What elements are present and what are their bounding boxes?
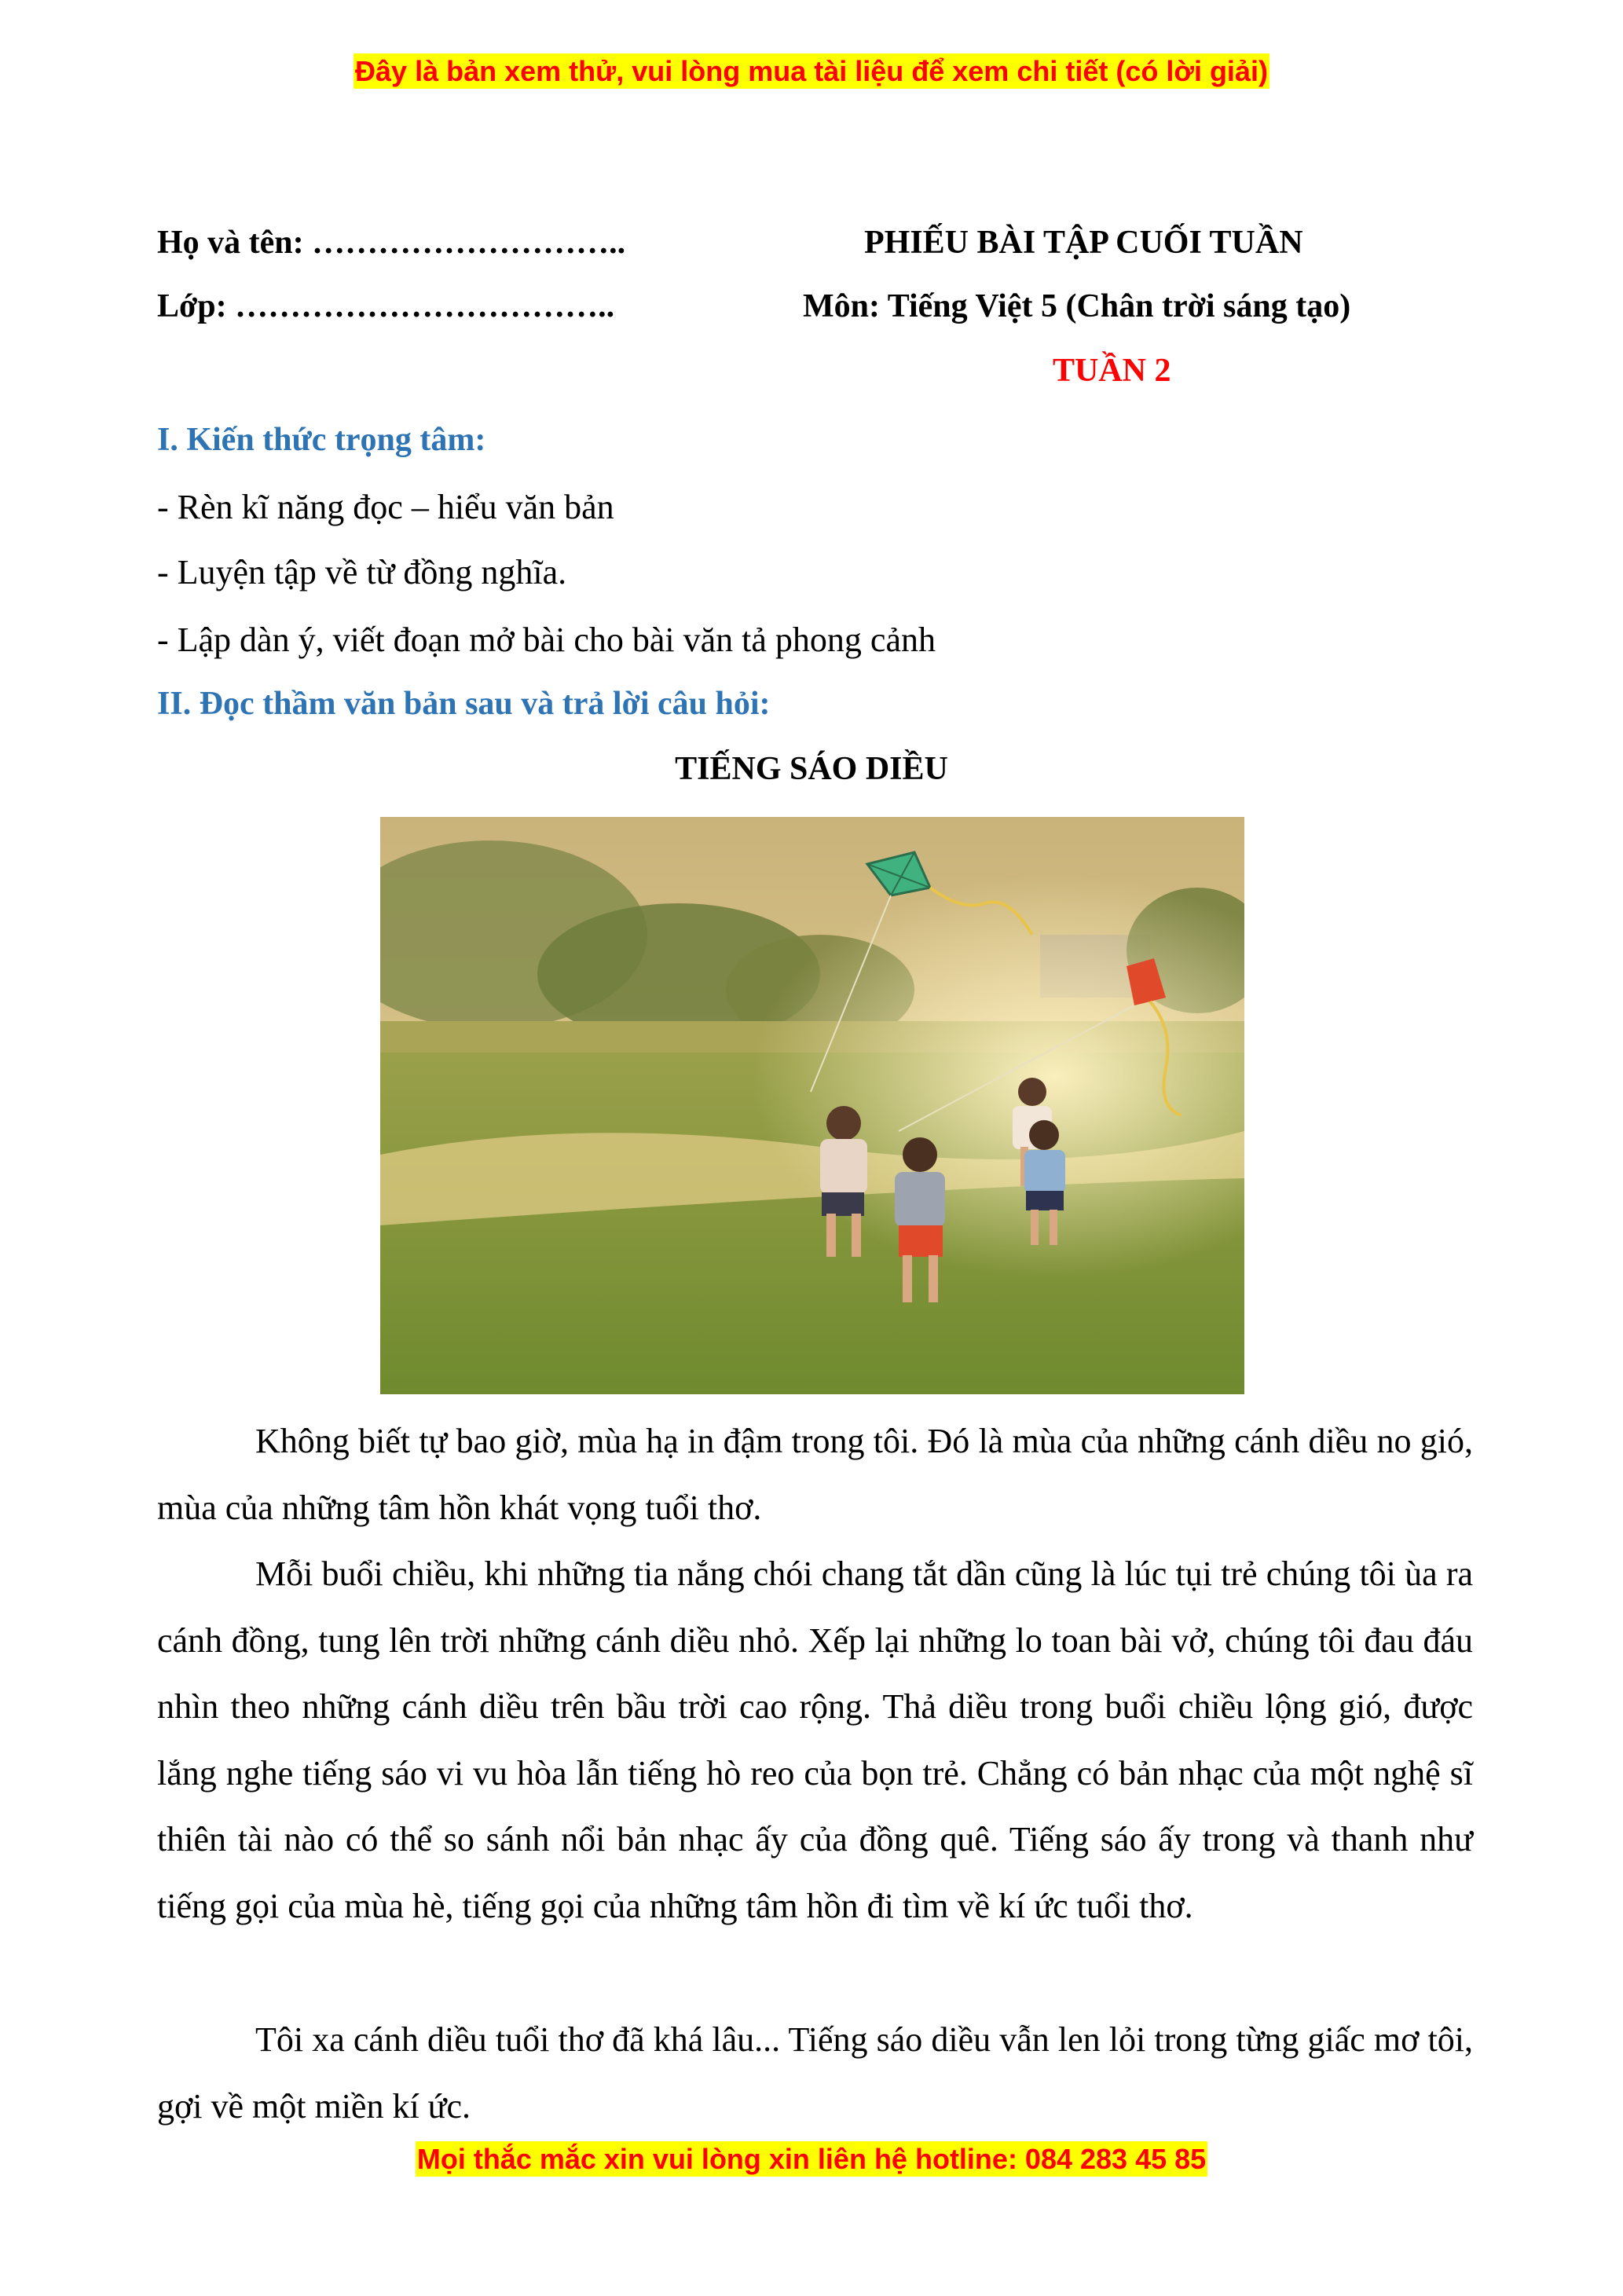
worksheet-title: PHIẾU BÀI TẬP CUỐI TUẦN [864,225,1303,261]
story-paragraph-2: Mỗi buổi chiều, khi những tia nắng chói chang tắt dần cũng là lúc tụi trẻ chúng tôi ùa ra cánh đồng, tung lên trời những cánh diều nhỏ. Xếp lại những lo toan bài vở, chúng tôi đau đáu nhìn theo những cánh diều trên bầu trời cao rộng. Thả diều trong buổi chiều lộng gió, được lắng nghe tiếng sáo vi vu hòa lẫn tiếng hò reo của bọn trẻ. Chẳng có bản nhạc của một nghệ sĩ thiên tài nào có thể so sánh nổi bản nhạc ấy của đồng quê. Tiếng sáo ấy trong và thanh như tiếng gọi của mùa hè, tiếng gọi của những tâm hồn đi tìm về kí ức tuổi thơ. [157,1554,1473,1925]
preview-banner-text: Đây là bản xem thử, vui lòng mua tài liệu để xem chi tiết (có lời giải) [355,55,1268,87]
preview-banner [0,55,1623,88]
section1-item-1: - Rèn kĩ năng đọc – hiểu văn bản [157,488,614,526]
section1-heading: I. Kiến thức trọng tâm: [157,422,486,458]
week-label: TUẦN 2 [1053,353,1171,389]
story-paragraph-1: Không biết tự bao giờ, mùa hạ in đậm trong tôi. Đó là mùa của những cánh diều no gió, mùa của những tâm hồn khát vọng tuổi thơ. [157,1422,1473,1527]
student-class-label: Lớp: …………………………….. [157,288,615,324]
section2-heading: II. Đọc thầm văn bản sau và trả lời câu hỏi: [157,686,771,722]
hotline-banner [0,2143,1623,2176]
section1-item-3: - Lập dàn ý, viết đoạn mở bài cho bài văn tả phong cảnh [157,621,936,659]
story-title: TIẾNG SÁO DIỀU [675,751,948,787]
subject-label: Môn: Tiếng Việt 5 (Chân trời sáng tạo) [803,288,1351,324]
student-name-label: Họ và tên: ……………………….. [157,225,626,261]
kite-flying-photo [380,817,1244,1394]
section1-item-2: - Luyện tập về từ đồng nghĩa. [157,553,567,591]
hotline-banner-text: Mọi thắc mắc xin vui lòng xin liên hệ hotline: 084 283 45 85 [416,2143,1207,2175]
story-paragraph-3: Tôi xa cánh diều tuổi thơ đã khá lâu... Tiếng sáo diều vẫn len lỏi trong từng giấc mơ tôi, gợi về một miền kí ức. [157,2020,1473,2126]
